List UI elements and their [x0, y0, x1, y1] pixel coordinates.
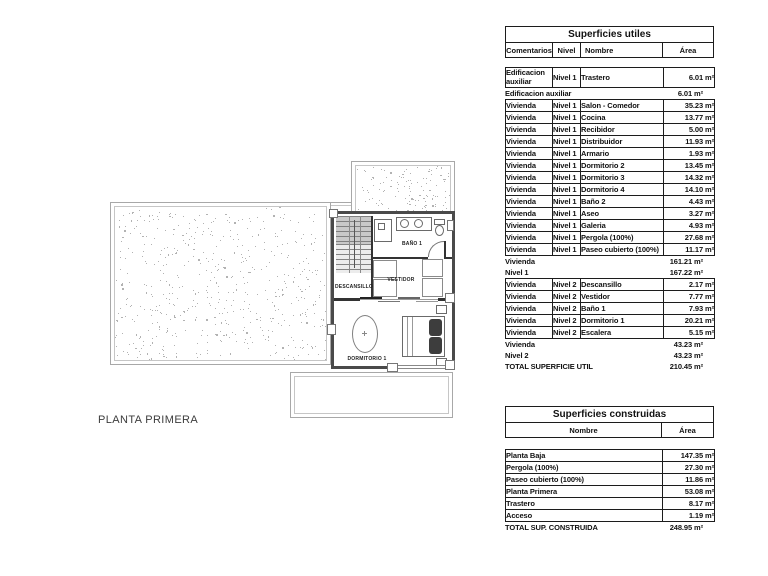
table-cell: Nivel 1 — [553, 183, 581, 195]
table-cell: Vivienda — [506, 302, 553, 314]
table-cell: 11.17 m² — [664, 243, 715, 255]
rug-center-mark — [364, 331, 365, 336]
table-cell: Nivel 1 — [553, 195, 581, 207]
column-header: Área — [679, 45, 697, 55]
subtotal-row — [505, 267, 714, 278]
table-header — [505, 26, 714, 58]
column-marker — [445, 360, 455, 370]
table-cell: Baño 1 — [581, 302, 664, 314]
subtotal-value: 248.95 m² — [669, 523, 703, 532]
table-row — [506, 243, 715, 255]
stair-divider — [360, 216, 361, 273]
table-cell: 8.17 m² — [663, 498, 715, 510]
table-cell: Nivel 2 — [553, 302, 581, 314]
table-cell: Trastero — [506, 498, 663, 510]
total-row — [505, 361, 714, 372]
table-body — [505, 67, 714, 372]
table-row — [506, 510, 715, 522]
table-cell: Pergola (100%) — [581, 231, 664, 243]
table-row — [506, 183, 715, 195]
table-cell: Vivienda — [506, 111, 553, 123]
table-row — [506, 302, 715, 314]
table-cell: Edificacion auxiliar — [506, 68, 553, 88]
table-cell: Nivel 1 — [553, 147, 581, 159]
subtotal-value: 6.01 m² — [677, 88, 703, 98]
room-label-descansillo: DESCANSILLO — [334, 284, 374, 290]
table-row — [506, 486, 715, 498]
table-cell: 1.19 m² — [663, 510, 715, 522]
table-cell: 13.77 m² — [664, 111, 715, 123]
table-cell: Descansillo — [581, 278, 664, 290]
table-cell: Trastero — [581, 68, 664, 88]
column-marker — [445, 293, 455, 303]
table-row — [506, 314, 715, 326]
table-cell: Cocina — [581, 111, 664, 123]
building-outline — [331, 211, 455, 369]
table-row — [506, 171, 715, 183]
stair-direction-line — [354, 220, 355, 268]
terrace-stipple — [114, 206, 327, 361]
sink-icon — [400, 219, 409, 228]
shower-drain-icon — [378, 223, 385, 230]
sliding-door-panel — [360, 297, 382, 299]
door-swing-arc — [428, 241, 444, 257]
subtotal-label: TOTAL SUPERFICIE UTIL — [505, 361, 593, 371]
subtotal-value: 43.23 m² — [673, 350, 703, 360]
table-cell: Galeria — [581, 219, 664, 231]
table-cell: Acceso — [506, 510, 663, 522]
column-marker — [329, 209, 338, 218]
terrace-edge-line — [331, 202, 352, 203]
table-cell: 4.43 m² — [664, 195, 715, 207]
sliding-door-panel — [398, 297, 420, 299]
table-cell: Nivel 1 — [553, 159, 581, 171]
terrace-edge-line — [331, 205, 352, 206]
table-cell: Pergola (100%) — [506, 462, 663, 474]
wall-dorm-top — [334, 298, 360, 301]
table-cell: Vivienda — [506, 326, 553, 338]
table-row — [506, 450, 715, 462]
table-row — [506, 159, 715, 171]
stair-divider — [349, 216, 350, 273]
data-grid — [505, 449, 715, 522]
table-row — [506, 207, 715, 219]
table-cell: 20.21 m² — [664, 314, 715, 326]
table-cell: 53.08 m² — [663, 486, 715, 498]
plan-title: PLANTA PRIMERA — [98, 414, 199, 426]
table-cell: Nivel 1 — [553, 207, 581, 219]
total-row — [505, 522, 714, 533]
table-cell: 5.15 m² — [664, 326, 715, 338]
table-row — [506, 147, 715, 159]
table-row — [506, 498, 715, 510]
table-cell: 4.93 m² — [664, 219, 715, 231]
table-row — [506, 68, 715, 88]
table-cell: 27.68 m² — [664, 231, 715, 243]
table-row — [506, 231, 715, 243]
table-cell: Paseo cubierto (100%) — [581, 243, 664, 255]
bed-blanket-fold — [407, 317, 413, 356]
table-cell: Nivel 1 — [553, 171, 581, 183]
table-cell: 27.30 m² — [663, 462, 715, 474]
table-cell: Vivienda — [506, 243, 553, 255]
table-cell: Vivienda — [506, 314, 553, 326]
table-cell: Vivienda — [506, 278, 553, 290]
pillow — [429, 337, 442, 354]
wall-bath-bottom — [444, 257, 452, 259]
subtotal-label: Vivienda — [505, 256, 535, 266]
table-cell: Recibidor — [581, 123, 664, 135]
data-grid — [505, 99, 715, 256]
table-cell: Nivel 2 — [553, 278, 581, 290]
subtotal-row — [505, 256, 714, 267]
table-row — [506, 135, 715, 147]
upper-terrace-area — [351, 161, 455, 212]
table-cell: Vivienda — [506, 195, 553, 207]
table-header — [505, 406, 714, 438]
table-cell: Nivel 1 — [553, 219, 581, 231]
table-superficies-utiles — [505, 26, 714, 372]
table-cell: Distribuidor — [581, 135, 664, 147]
table-cell: Nivel 2 — [553, 326, 581, 338]
subtotal-label: Edificacion auxiliar — [505, 88, 572, 98]
subtotal-label: Nivel 1 — [505, 267, 529, 277]
data-grid — [505, 67, 715, 88]
column-header: Nombre — [581, 43, 663, 57]
pillow — [429, 319, 442, 336]
table-cell: Nivel 2 — [553, 314, 581, 326]
terrace-stipple — [355, 165, 451, 212]
table-cell: Vivienda — [506, 171, 553, 183]
table-cell: Dormitorio 3 — [581, 171, 664, 183]
table-cell: Vivienda — [506, 147, 553, 159]
table-cell: Vivienda — [506, 219, 553, 231]
oval-rug — [352, 315, 378, 353]
subtotal-label: Vivienda — [505, 339, 535, 349]
table-row — [506, 290, 715, 302]
table-cell: 147.35 m² — [663, 450, 715, 462]
table-cell: Aseo — [581, 207, 664, 219]
table-cell: Baño 2 — [581, 195, 664, 207]
table-cell: Nivel 2 — [553, 290, 581, 302]
table-superficies-construidas — [505, 406, 714, 533]
wardrobe — [422, 278, 443, 297]
subtotal-value: 161.21 m² — [669, 256, 703, 266]
column-header: Nombre — [506, 423, 662, 437]
column-marker — [447, 220, 454, 231]
table-body — [505, 449, 714, 533]
table-cell: 35.23 m² — [664, 99, 715, 111]
table-cell: Planta Baja — [506, 450, 663, 462]
window-symbol — [398, 365, 445, 369]
table-cell: Nivel 1 — [553, 68, 581, 88]
column-header-row — [506, 43, 713, 57]
table-cell: Escalera — [581, 326, 664, 338]
column-marker — [327, 324, 336, 335]
table-cell: Nivel 1 — [553, 231, 581, 243]
table-cell: 2.17 m² — [664, 278, 715, 290]
subtotal-value: 167.22 m² — [669, 267, 703, 277]
table-cell: Vestidor — [581, 290, 664, 302]
table-row — [506, 278, 715, 290]
wall-bath-bottom — [371, 257, 428, 259]
table-cell: 3.27 m² — [664, 207, 715, 219]
room-label-dormitorio-1: DORMITORIO 1 — [347, 356, 387, 362]
room-label-bano-1: BAÑO 1 — [401, 241, 423, 247]
table-cell: 14.10 m² — [664, 183, 715, 195]
table-cell: Paseo cubierto (100%) — [506, 474, 663, 486]
table-title: Superficies utiles — [506, 27, 713, 43]
table-cell: 13.45 m² — [664, 159, 715, 171]
column-header: Área — [679, 425, 696, 435]
table-cell: Armario — [581, 147, 664, 159]
room-label-vestidor: VESTIDOR — [387, 277, 415, 283]
nightstand — [436, 305, 447, 314]
table-cell: 11.93 m² — [664, 135, 715, 147]
table-cell: Vivienda — [506, 123, 553, 135]
subtotal-row — [505, 339, 714, 350]
table-cell: Dormitorio 1 — [581, 314, 664, 326]
table-cell: Vivienda — [506, 99, 553, 111]
wardrobe — [373, 260, 397, 278]
table-cell: Vivienda — [506, 135, 553, 147]
table-cell: Nivel 1 — [553, 243, 581, 255]
table-cell: Vivienda — [506, 183, 553, 195]
subtotal-row — [505, 350, 714, 361]
table-cell: Vivienda — [506, 290, 553, 302]
table-row — [506, 474, 715, 486]
table-cell: Planta Primera — [506, 486, 663, 498]
balcony-inner-parapet — [294, 376, 449, 414]
table-row — [506, 111, 715, 123]
table-cell: 5.00 m² — [664, 123, 715, 135]
subtotal-value: 43.23 m² — [673, 339, 703, 349]
door-leaf — [444, 241, 446, 257]
sliding-door-panel — [378, 301, 400, 303]
subtotal-row — [505, 88, 714, 99]
table-cell: 11.86 m² — [663, 474, 715, 486]
column-header: Nivel — [553, 43, 581, 57]
wardrobe — [422, 259, 443, 277]
table-cell: Nivel 1 — [553, 135, 581, 147]
toilet-bowl-icon — [435, 225, 444, 236]
table-cell: 6.01 m² — [664, 68, 715, 88]
table-cell: Dormitorio 2 — [581, 159, 664, 171]
table-cell: 1.93 m² — [664, 147, 715, 159]
rooms-layer — [334, 214, 452, 366]
table-cell: 14.32 m² — [664, 171, 715, 183]
table-row — [506, 462, 715, 474]
sliding-door-panel — [416, 301, 438, 303]
table-cell: Nivel 1 — [553, 123, 581, 135]
subtotal-label: TOTAL SUP. CONSTRUIDA — [505, 523, 598, 532]
table-row — [506, 326, 715, 338]
column-header-row — [506, 423, 713, 437]
table-row — [506, 219, 715, 231]
table-cell: Nivel 1 — [553, 99, 581, 111]
table-cell: Vivienda — [506, 231, 553, 243]
table-title: Superficies construidas — [506, 407, 713, 423]
table-row — [506, 195, 715, 207]
table-row — [506, 123, 715, 135]
data-grid — [505, 278, 715, 339]
table-cell: Dormitorio 4 — [581, 183, 664, 195]
column-marker — [387, 363, 398, 372]
column-header: Comentarios — [506, 43, 553, 57]
table-cell: 7.93 m² — [664, 302, 715, 314]
table-cell: Vivienda — [506, 207, 553, 219]
subtotal-label: Nivel 2 — [505, 350, 529, 360]
table-cell: Vivienda — [506, 159, 553, 171]
balcony-area — [290, 372, 453, 418]
subtotal-value: 210.45 m² — [669, 361, 703, 371]
terrace-roof-area — [110, 202, 331, 365]
table-row — [506, 99, 715, 111]
table-cell: Nivel 1 — [553, 111, 581, 123]
sink-icon — [414, 219, 423, 228]
table-cell: 7.77 m² — [664, 290, 715, 302]
table-cell: Salon - Comedor — [581, 99, 664, 111]
